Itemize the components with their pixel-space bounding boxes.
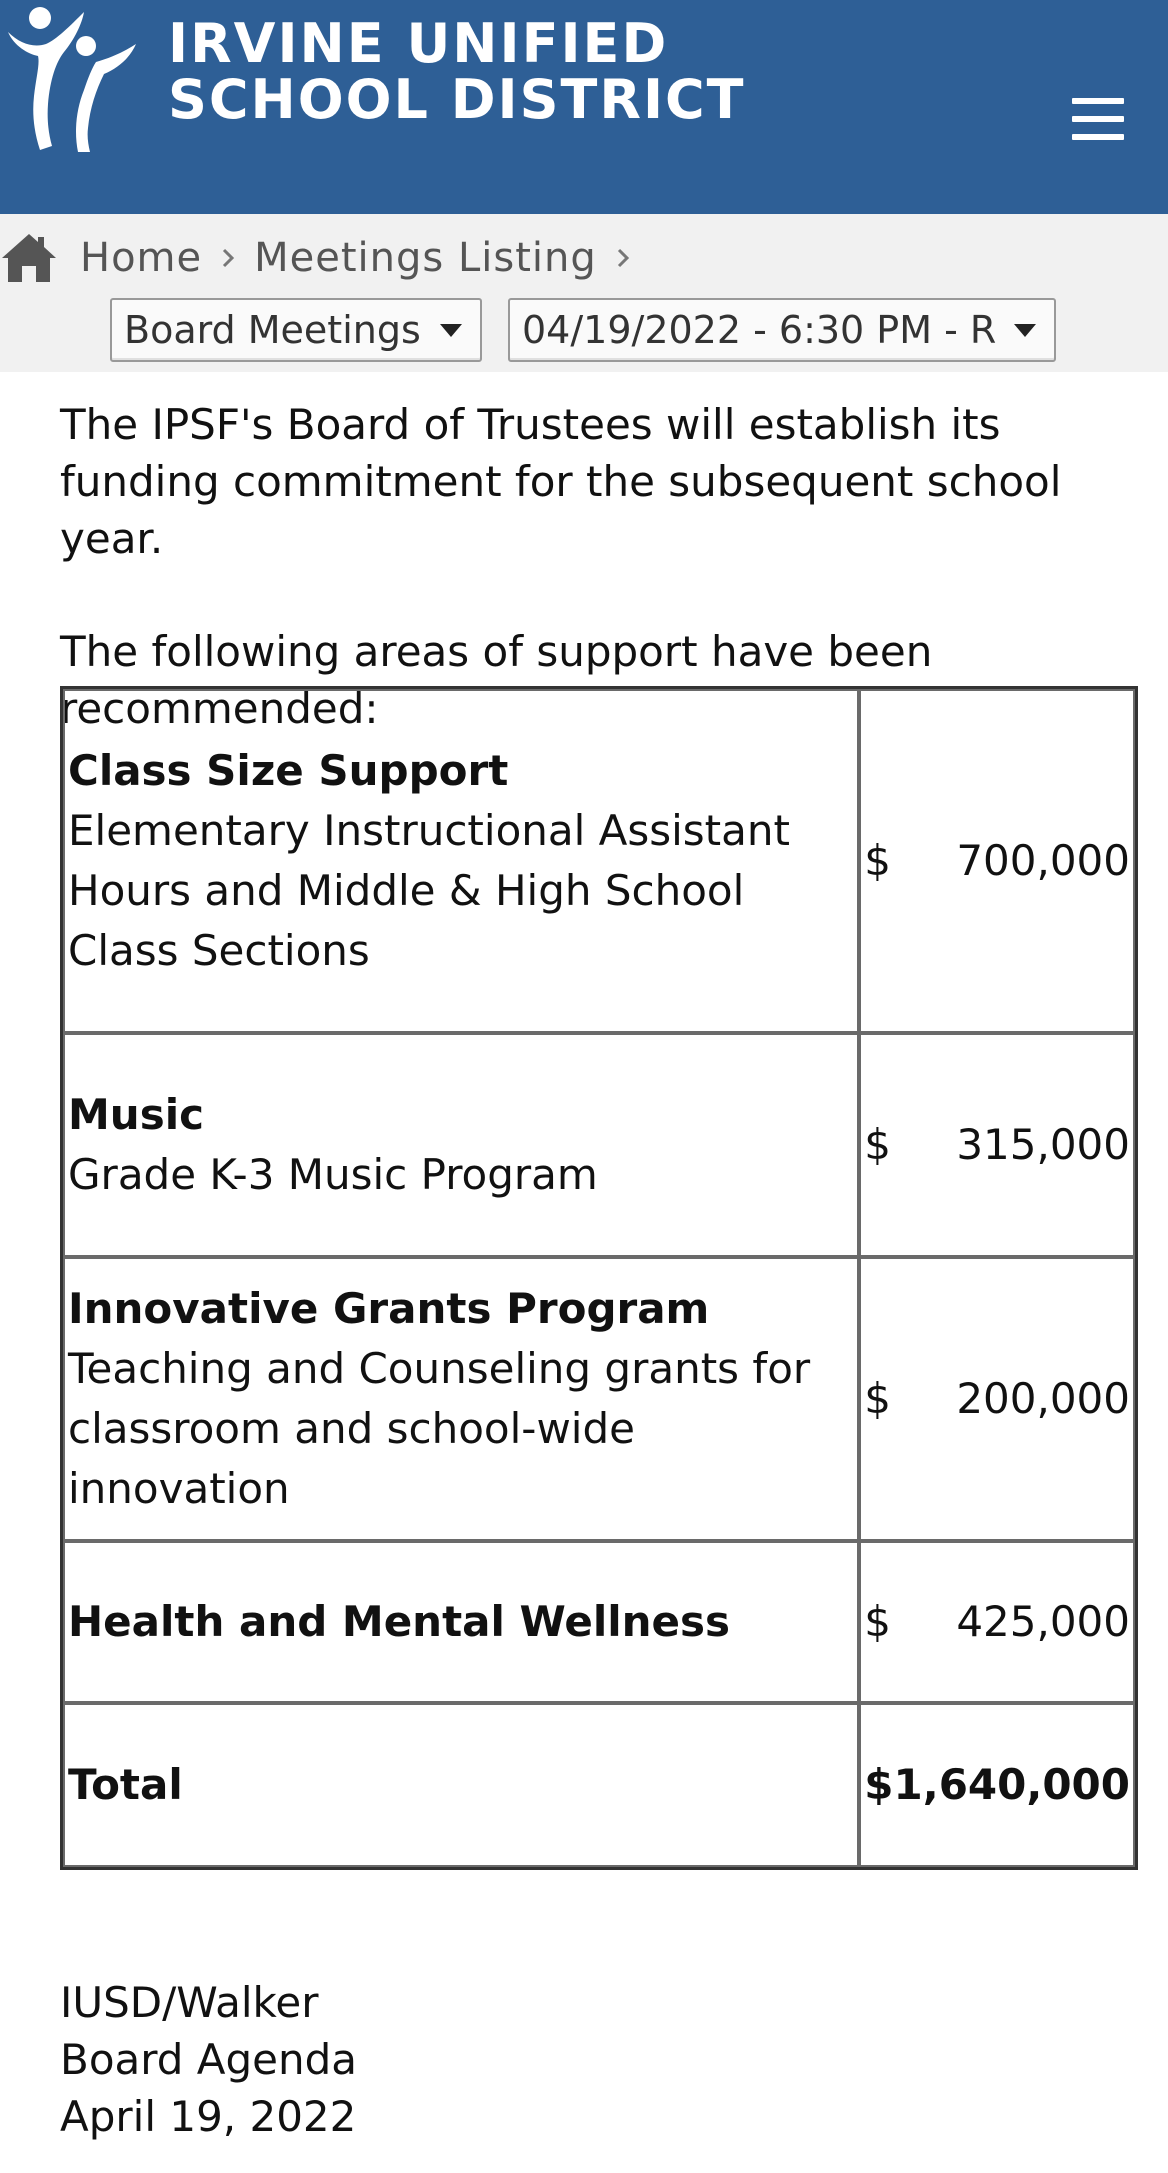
- chevron-down-icon: [1014, 324, 1036, 337]
- row-amount: 425,000: [956, 1597, 1130, 1646]
- table-cell-amount: [859, 1033, 1135, 1257]
- row-description: Teaching and Counseling grants for classroom and school-wide innovation: [68, 1344, 811, 1513]
- chevron-down-icon: [440, 324, 462, 337]
- chevron-right-icon: [218, 246, 238, 270]
- table-cell-amount: [859, 689, 1135, 1033]
- table-row: [63, 1541, 1135, 1703]
- table-row-total: [63, 1703, 1135, 1867]
- meeting-date-select[interactable]: [508, 298, 1056, 362]
- home-icon[interactable]: [0, 232, 58, 284]
- intro-paragraph: The IPSF's Board of Trustees will establish its funding commitment for the subsequent school year.: [60, 400, 1062, 563]
- district-name[interactable]: [168, 12, 746, 131]
- currency-symbol: $: [864, 1374, 892, 1423]
- support-paragraph: The following areas of support have been recommended:: [60, 627, 933, 733]
- district-name-line1: IRVINE UNIFIED: [168, 12, 669, 75]
- table-cell-description: [63, 1541, 859, 1703]
- footer-document: Board Agenda: [60, 2035, 358, 2084]
- row-title: Health and Mental Wellness: [68, 1597, 731, 1646]
- row-description: Grade K-3 Music Program: [68, 1150, 598, 1199]
- currency-symbol: $: [864, 1597, 892, 1646]
- breadcrumb-home[interactable]: Home: [80, 235, 203, 281]
- currency-symbol: $: [864, 1120, 892, 1169]
- total-amount: $1,640,000: [859, 1703, 1135, 1867]
- meeting-selectors: [110, 298, 1056, 362]
- row-description: Elementary Instructional Assistant Hours and Middle & High School Class Sections: [68, 806, 790, 975]
- chevron-right-icon: [613, 246, 633, 270]
- meeting-date-value: 04/19/2022 - 6:30 PM - R: [522, 308, 997, 352]
- meeting-type-value: Board Meetings: [124, 308, 421, 352]
- hamburger-menu-icon[interactable]: [1072, 98, 1124, 140]
- meeting-type-select[interactable]: [110, 298, 482, 362]
- row-amount: 200,000: [956, 1374, 1130, 1423]
- breadcrumb: [0, 228, 649, 288]
- total-label: Total: [63, 1703, 859, 1867]
- breadcrumb-meetings-listing[interactable]: Meetings Listing: [254, 235, 597, 281]
- row-title: Innovative Grants Program: [68, 1284, 710, 1333]
- footer-date: April 19, 2022: [60, 2092, 357, 2141]
- funding-table: [60, 686, 1138, 1870]
- table-row: [63, 689, 1135, 1033]
- table-cell-description: [63, 689, 859, 1033]
- row-amount: 315,000: [956, 1120, 1130, 1169]
- district-name-line2: SCHOOL DISTRICT: [168, 68, 746, 131]
- site-header: [0, 0, 1168, 214]
- currency-symbol: $: [864, 836, 892, 885]
- table-cell-amount: [859, 1541, 1135, 1703]
- table-row: [63, 1257, 1135, 1541]
- breadcrumb-bar: [0, 214, 1168, 372]
- row-title: Class Size Support: [68, 746, 509, 795]
- table-cell-amount: [859, 1257, 1135, 1541]
- district-logo-icon[interactable]: [0, 4, 150, 154]
- row-title: Music: [68, 1090, 204, 1139]
- agenda-footer: [60, 1974, 357, 2145]
- table-cell-description: [63, 1257, 859, 1541]
- table-row: [63, 1033, 1135, 1257]
- footer-author: IUSD/Walker: [60, 1978, 319, 2027]
- table-cell-description: [63, 1033, 859, 1257]
- row-amount: 700,000: [956, 836, 1130, 885]
